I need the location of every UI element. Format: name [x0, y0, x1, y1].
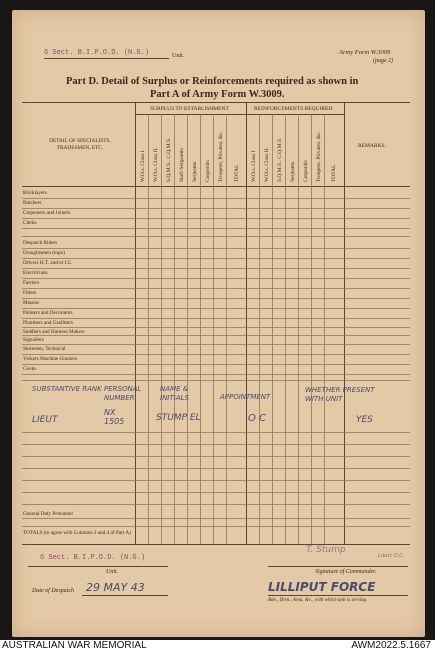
grid-row-line — [22, 268, 410, 269]
grid-row-line — [22, 380, 410, 381]
grid-row-line — [22, 248, 410, 249]
value-present: YES — [356, 415, 373, 425]
grid-row-line — [22, 354, 410, 355]
grid-row-line — [22, 318, 410, 319]
detail-header: DETAIL OF SPECIALISTS, TRADESMEN, ETC. — [49, 138, 111, 151]
bottom-unit-stamp: 6 Sect. B.I.P.O.D. (N.G.) — [40, 554, 146, 562]
bottom-unit-underline — [28, 566, 168, 567]
grid-row-line — [22, 298, 410, 299]
grid-row-line — [22, 526, 410, 527]
col-surplus-staff-sgt: Staff-Sergeants — [179, 148, 185, 182]
row-label: Despatch Riders — [23, 240, 58, 246]
grid-row-line — [22, 468, 410, 469]
row-label: Clerks — [23, 220, 37, 226]
value-rank: LIEUT — [32, 415, 58, 425]
col-surplus-total: TOTAL — [234, 164, 240, 182]
grid-row-line — [22, 308, 410, 309]
grid-row-line — [22, 218, 410, 219]
grid-row-line — [22, 444, 410, 445]
col-reinf-total: TOTAL — [331, 164, 337, 182]
grid-row-line — [22, 208, 410, 209]
grid-row-line — [22, 228, 410, 229]
commander-signature: T. Stump — [306, 545, 346, 555]
signature-underline — [268, 566, 408, 567]
row-label: Farriers — [23, 280, 40, 286]
grid-row-line — [22, 236, 410, 237]
title-line-2: Part A of Army Form W.3009. — [150, 89, 285, 100]
form-ref: Army Form W.3009 — [339, 49, 391, 56]
totals-label: TOTALS (to agree with Columns 3 and 4 of Part A) — [23, 530, 131, 536]
col-reinf-sgt: Serjeants — [290, 161, 296, 182]
table-top-rule — [22, 102, 410, 103]
col-reinf-cpl: Corporals — [303, 160, 309, 182]
army-form-page — [12, 10, 425, 637]
hand-name-initials: NAME & INITIALS — [160, 385, 189, 402]
col-reinf-wo2: W.O.s. Class II. — [264, 147, 270, 182]
remarks-divider — [344, 102, 345, 544]
grid-row-line — [22, 288, 410, 289]
group-header-rule — [135, 114, 344, 115]
unit-label: Unit. — [172, 53, 185, 59]
date-underline — [82, 595, 168, 596]
row-label: Plumbers and Gasfitters — [23, 320, 73, 326]
col-surplus-sgt: Serjeants — [192, 161, 198, 182]
col-surplus-wo2: W.O.s. Class II. — [153, 147, 159, 182]
unit-underline — [44, 58, 169, 59]
grid-row-line — [22, 492, 410, 493]
grid-row-line — [22, 364, 410, 365]
unit-stamp: 6 Sect. B.I.P.O.D. (N.G.) — [44, 49, 150, 57]
date-value: 29 MAY 43 — [86, 581, 145, 594]
row-label: Draughtsmen (topo) — [23, 250, 65, 256]
grid-row-line — [22, 278, 410, 279]
remarks-header: REMARKS. — [358, 143, 386, 149]
bottom-unit-label: Unit. — [106, 569, 119, 575]
group-divider — [246, 102, 247, 544]
footer-accession: AWM2022.5.1667 — [351, 640, 431, 651]
signature-note: Lieut O.C. — [378, 553, 405, 559]
row-label: Vickers Machine Gunners — [23, 356, 78, 362]
force-label: Bde., Divn., Area, &c., with which unit is serving. — [268, 598, 368, 603]
general-duty-label: General Duty Personnel — [23, 511, 73, 517]
force-value: LILLIPUT FORCE — [268, 580, 376, 594]
grid-row-line — [22, 327, 410, 328]
reinforcements-group-header: REINFORCEMENTS REQUIRED — [254, 106, 333, 112]
row-label: Bricklayers — [23, 190, 47, 196]
row-label: Carpenters and Joiners — [23, 210, 71, 216]
col-surplus-wo1: W.O.s. Class I — [140, 150, 146, 182]
grid-row-line — [22, 198, 410, 199]
grid-row-line — [22, 335, 410, 336]
hand-whether-present: WHETHER PRESENT WITH UNIT — [305, 386, 375, 403]
table-bottom-rule — [22, 544, 410, 545]
row-label: Drivers H.T. and/or I.C. — [23, 260, 73, 266]
table-header-rule — [22, 186, 410, 187]
force-underline — [268, 595, 408, 596]
grid-row-line — [22, 480, 410, 481]
col-reinf-wo1: W.O.s. Class I — [251, 150, 257, 182]
footer-source: AUSTRALIAN WAR MEMORIAL — [2, 640, 147, 651]
value-name: STUMP EL — [156, 413, 201, 423]
grid-row-line — [22, 432, 410, 433]
row-label: Painters and Decorators — [23, 310, 73, 316]
signature-label: Signature of Commander. — [315, 569, 377, 575]
hand-personal-number: PERSONAL NUMBER — [104, 385, 142, 402]
row-label: Fitters — [23, 290, 37, 296]
grid-row-line — [22, 374, 410, 375]
value-appointment: O C — [248, 413, 267, 424]
row-label: Saddlers and Harness Makers — [23, 329, 85, 335]
col-reinf-sqms: S.Q.M.S., C.Q.M.S. — [277, 137, 283, 182]
hand-substantive-rank: SUBSTANTIVE RANK — [32, 385, 102, 393]
detail-divider — [135, 102, 136, 544]
grid-row-line — [22, 258, 410, 259]
row-label: Masons — [23, 300, 40, 306]
col-reinf-troopers: Troopers, Privates, &c. — [316, 131, 322, 182]
hand-appointment: APPOINTMENT — [220, 393, 271, 401]
row-label: Signallers — [23, 337, 44, 343]
surplus-group-header: SURPLUS TO ESTABLISHMENT — [150, 106, 229, 112]
col-surplus-troopers: Troopers, Privates, &c. — [218, 131, 224, 182]
footer — [0, 640, 435, 653]
grid-row-line — [22, 518, 410, 519]
value-personal-number: NX 1505 — [104, 408, 125, 426]
grid-row-line — [22, 456, 410, 457]
grid-row-line — [22, 344, 410, 345]
row-label: Butchers — [23, 200, 42, 206]
title-line-1: Part D. Detail of Surplus or Reinforcements required as shown in — [66, 76, 359, 87]
page-ref: (page 2) — [373, 58, 394, 64]
date-label: Date of Despatch — [32, 588, 74, 594]
row-label: Cooks — [23, 366, 37, 372]
col-surplus-sqms: S.Q.M.S., C.Q.M.S. — [166, 137, 172, 182]
grid-row-line — [22, 504, 410, 505]
col-surplus-cpl: Corporals — [205, 160, 211, 182]
row-label: Electricians — [23, 270, 48, 276]
row-label: Storemen, Technical — [23, 346, 66, 352]
